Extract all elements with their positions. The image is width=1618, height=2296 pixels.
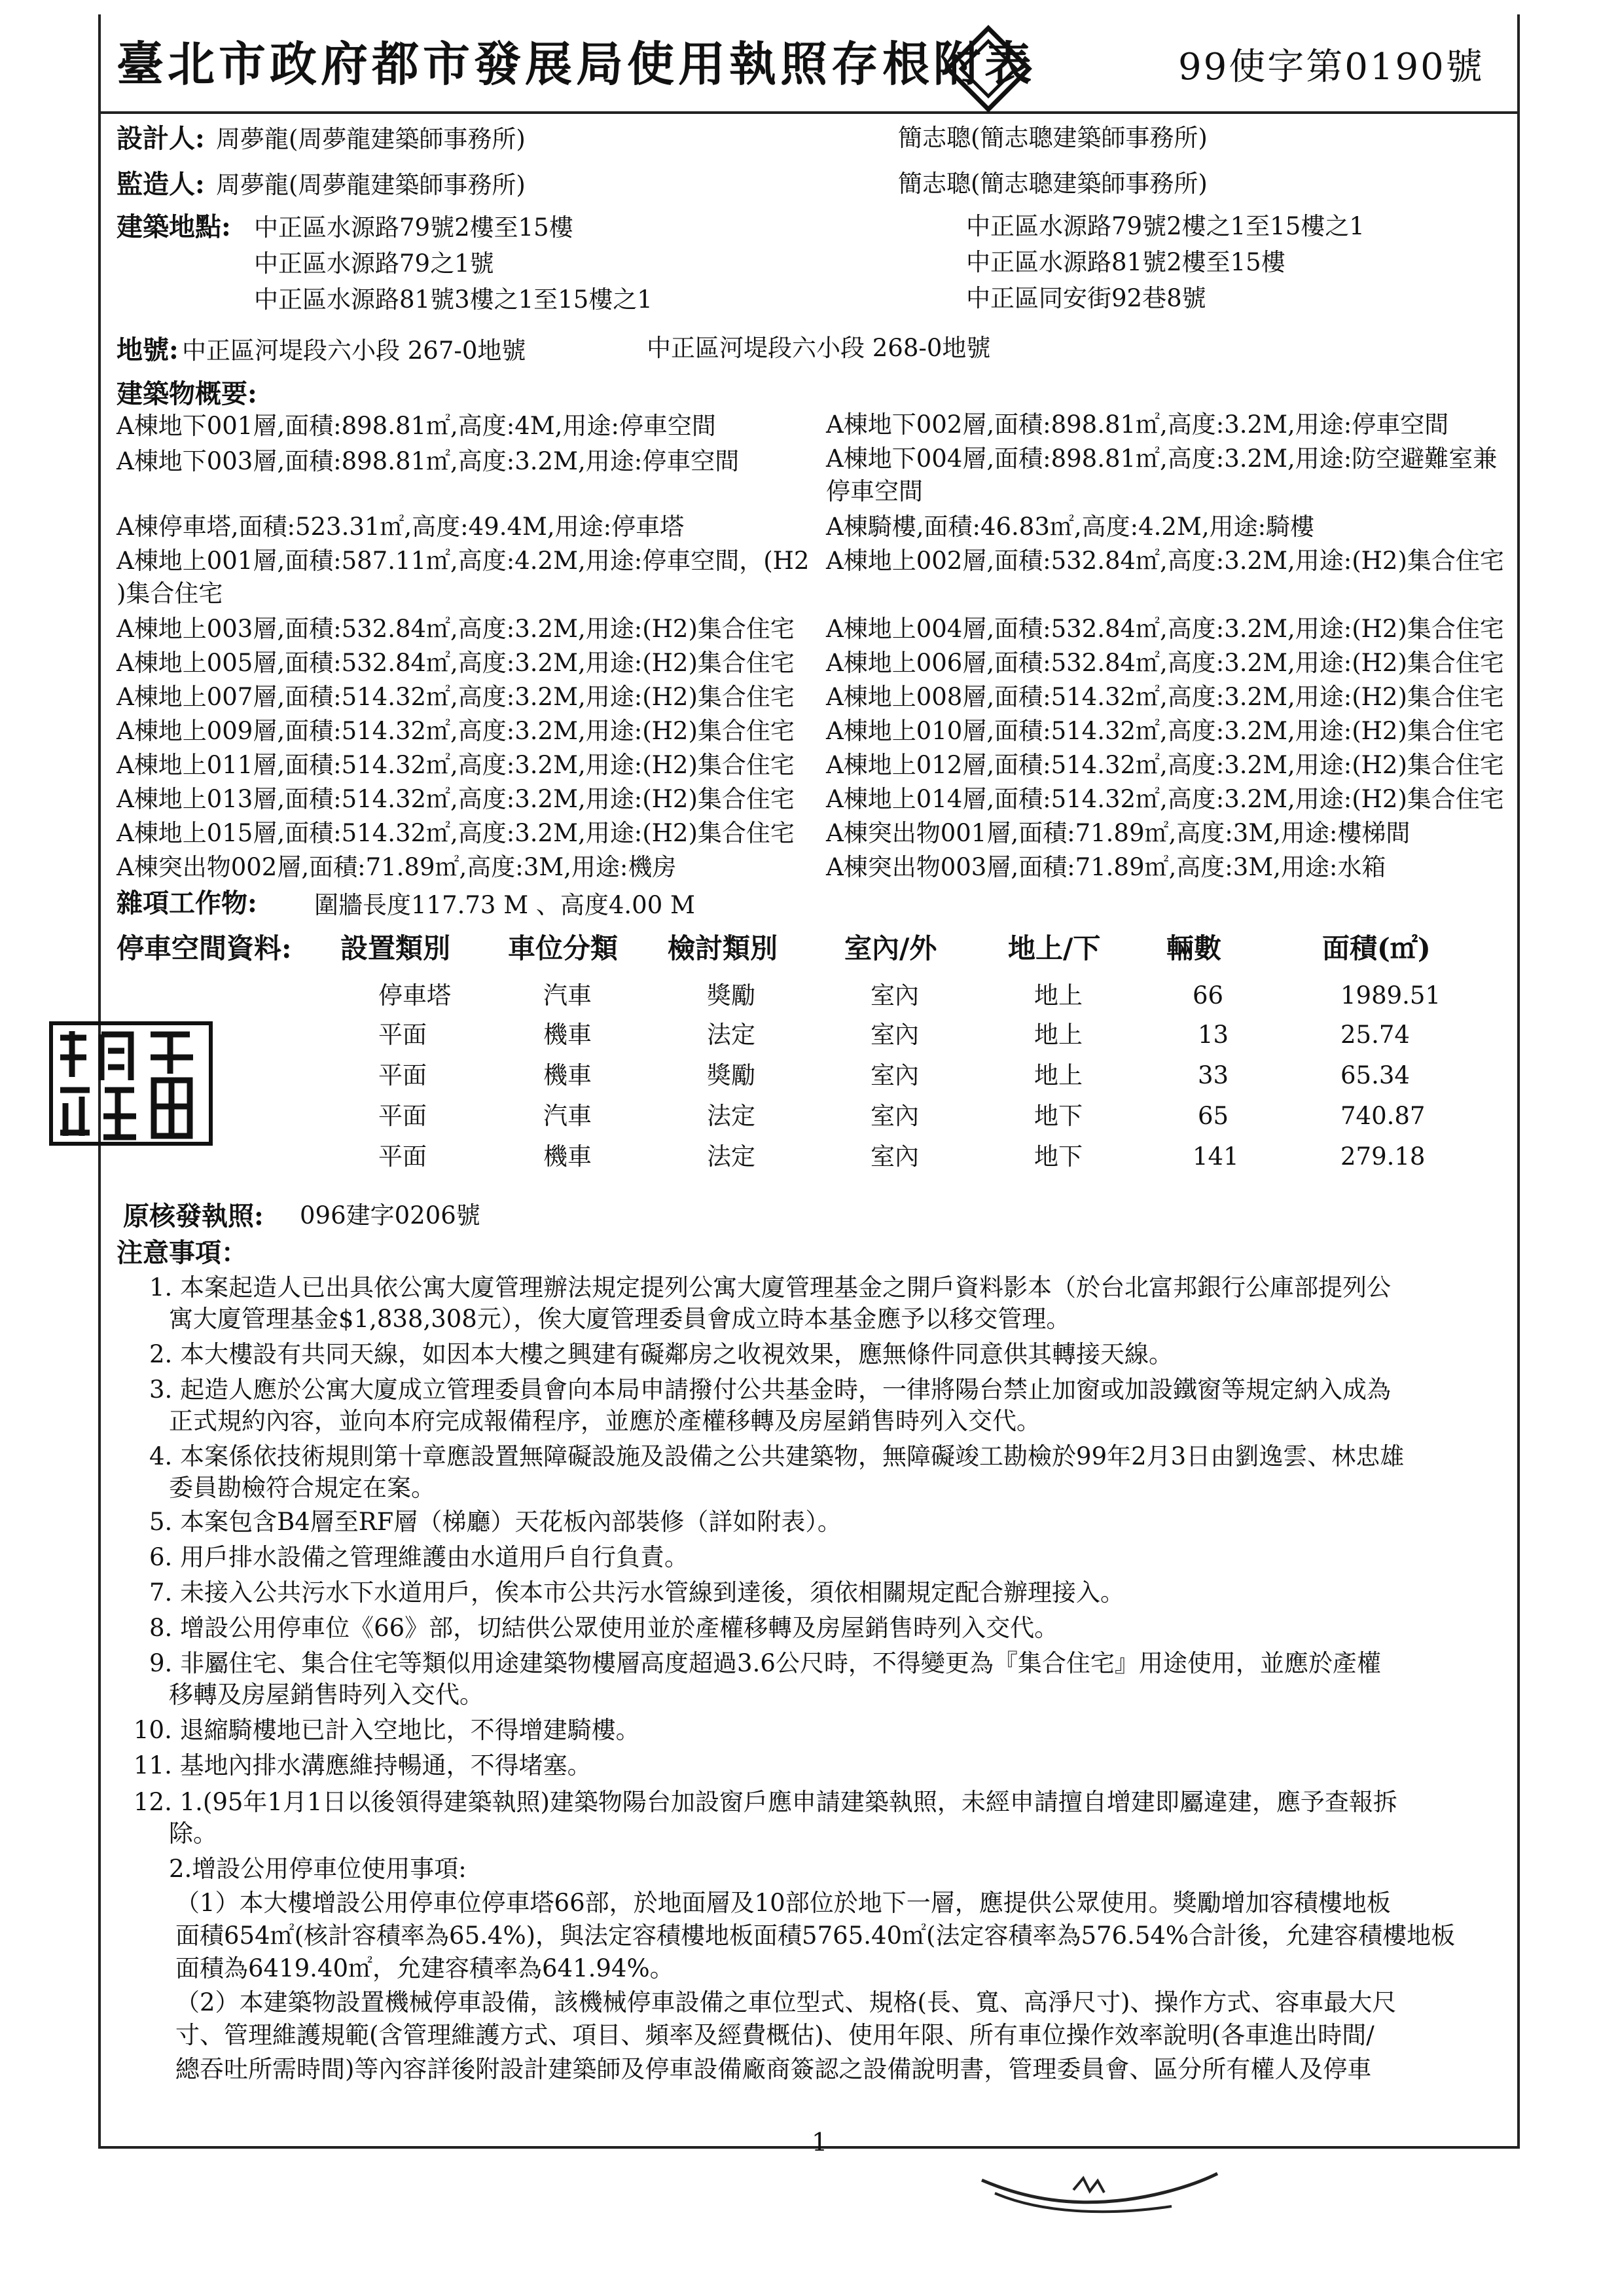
note-line: 面積654㎡(核計容積率為65.4%)，與法定容積樓地板面積5765.40㎡(法定容積率為576.54%合計後，允建容積樓地板 [175,1922,1456,1950]
parking-cell: 33 [1198,1061,1229,1089]
note-line: 5. 本案包含B4層至RF層（梯廳）天花板內部裝修（詳如附表）。 [149,1508,842,1536]
overview-left-1: A棟地下003層,面積:898.81㎡,高度:3.2M,用途:停車空間 [117,447,740,475]
overview-right-12: A棟突出物003層,面積:71.89㎡,高度:3M,用途:水箱 [826,853,1386,881]
misc-value: 圍牆長度117.73 M 、高度4.00 M [314,891,695,919]
handwritten-mark-icon [975,2154,1224,2226]
supervisor-label: 監造人: [117,169,205,200]
site-right-0: 中正區水源路79號2樓之1至15樓之1 [966,212,1365,240]
parking-cell: 汽車 [543,981,592,1010]
parking-cell: 地下 [1034,1142,1083,1171]
parking-cell: 141 [1193,1142,1239,1171]
parking-cell: 地下 [1034,1102,1083,1130]
overview-left-8: A棟地上009層,面積:514.32㎡,高度:3.2M,用途:(H2)集合住宅 [117,717,795,745]
overview-right-9: A棟地上012層,面積:514.32㎡,高度:3.2M,用途:(H2)集合住宅 [826,751,1504,779]
parking-header-5: 輛數 [1166,932,1222,964]
overview-left-7: A棟地上007層,面積:514.32㎡,高度:3.2M,用途:(H2)集合住宅 [117,683,795,711]
parking-cell: 室內 [871,981,919,1010]
notes-label: 注意事項： [117,1237,247,1268]
page-number: 1 [812,2128,828,2157]
parking-cell: 室內 [871,1061,919,1089]
misc-label: 雜項工作物: [117,888,257,919]
site-left-0: 中正區水源路79號2樓至15樓 [254,213,573,242]
overview-right-7: A棟地上008層,面積:514.32㎡,高度:3.2M,用途:(H2)集合住宅 [826,683,1504,711]
parking-cell: 室內 [871,1102,919,1130]
designer-value-1: 周夢龍(周夢龍建築師事務所) [216,125,526,153]
note-line: 7. 未接入公共污水下水道用戶，俟本市公共污水管線到達後，須依相關規定配合辦理接入。 [149,1578,1125,1607]
site-label: 建築地點: [117,211,231,242]
parking-cell: 機車 [543,1061,592,1089]
note-line: 10. 退縮騎樓地已計入空地比，不得增建騎樓。 [134,1716,640,1744]
lot-value-1: 中正區河堤段六小段 267-0地號 [182,337,526,365]
note-line: 2. 本大樓設有共同天線，如因本大樓之興建有礙鄰房之收視效果，應無條件同意供其轉接天線。 [149,1340,1174,1368]
parking-cell: 279.18 [1340,1142,1426,1171]
overview-left-10: A棟地上013層,面積:514.32㎡,高度:3.2M,用途:(H2)集合住宅 [117,785,795,813]
note-line: 寓大廈管理基金$1,838,308元），俟大廈管理委員會成立時本基金應予以移交管理。 [169,1305,1071,1333]
parking-header-3: 室內/外 [844,932,937,964]
parking-cell: 平面 [378,1102,427,1130]
overview-right-4: A棟地上002層,面積:532.84㎡,高度:3.2M,用途:(H2)集合住宅 [826,547,1504,575]
note-line: 9. 非屬住宅、集合住宅等類似用途建築物樓層高度超過3.6公尺時，不得變更為『集合住宅』用途使用，並應於產權 [149,1649,1381,1677]
permit-number: 99使字第0190號 [1178,46,1484,88]
parking-cell: 25.74 [1340,1021,1410,1049]
parking-cell: 平面 [378,1142,427,1171]
overview-right-1: A棟地下004層,面積:898.81㎡,高度:3.2M,用途:防空避難室兼 [826,445,1498,473]
overview-left-9: A棟地上011層,面積:514.32㎡,高度:3.2M,用途:(H2)集合住宅 [117,751,795,779]
parking-cell: 室內 [871,1142,919,1171]
parking-cell: 地上 [1034,1061,1083,1089]
note-line: 12. 1.(95年1月1日以後領得建築執照)建築物陽台加設窗戶應申請建築執照，未經申請擅自增建即屬違建，應予查報拆 [134,1788,1397,1816]
site-left-2: 中正區水源路81號3樓之1至15樓之1 [254,285,653,314]
designer-value-2: 簡志聰(簡志聰建築師事務所) [898,124,1208,152]
overview-right-3: A棟騎樓,面積:46.83㎡,高度:4.2M,用途:騎樓 [826,513,1315,541]
site-right-2: 中正區同安街92巷8號 [966,284,1206,312]
site-left-1: 中正區水源路79之1號 [254,249,494,278]
overview-right-2: 停車空間 [826,477,923,505]
note-line: 1. 本案起造人已出具依公寓大廈管理辦法規定提列公寓大廈管理基金之開戶資料影本（於台北富邦銀行公庫部提列公 [149,1273,1392,1302]
parking-cell: 65.34 [1340,1061,1410,1089]
note-line: 11. 基地內排水溝應維持暢通，不得堵塞。 [134,1751,592,1779]
diamond-stamp-icon [943,23,1034,115]
overview-label: 建築物概要: [117,378,257,409]
parking-cell: 1989.51 [1340,981,1441,1010]
overview-right-0: A棟地下002層,面積:898.81㎡,高度:3.2M,用途:停車空間 [826,410,1449,439]
parking-header-1: 車位分類 [508,932,619,964]
note-line: 總吞吐所需時間)等內容詳後附設計建築師及停車設備廠商簽認之設備說明書，管理委員會、區分所有權人及停車 [175,2055,1372,2083]
overview-left-12: A棟突出物002層,面積:71.89㎡,高度:3M,用途:機房 [117,853,677,881]
header-divider [98,111,1520,114]
parking-cell: 機車 [543,1021,592,1049]
parking-cell: 平面 [378,1061,427,1089]
note-line: 2.增設公用停車位使用事項: [169,1855,467,1883]
note-line: （1）本大樓增設公用停車位停車塔66部，於地面層及10部位於地下一層，應提供公眾使用。獎勵增加容積樓地板 [175,1889,1391,1917]
parking-cell: 停車塔 [378,981,451,1010]
site-right-1: 中正區水源路81號2樓至15樓 [966,248,1285,276]
parking-cell: 地上 [1034,1021,1083,1049]
overview-left-3: A棟地上001層,面積:587.11㎡,高度:4.2M,用途:停車空間，(H2 [117,547,810,575]
overview-left-5: A棟地上003層,面積:532.84㎡,高度:3.2M,用途:(H2)集合住宅 [117,615,795,643]
overview-left-0: A棟地下001層,面積:898.81㎡,高度:4M,用途:停車空間 [117,412,716,440]
original-permit-label: 原核發執照: [123,1201,264,1231]
note-line: 3. 起造人應於公寓大廈成立管理委員會向本局申請撥付公共基金時，一律將陽台禁止加窗或加設鐵窗等規定納入成為 [149,1376,1392,1404]
overview-left-4: )集合住宅 [117,579,223,608]
overview-right-8: A棟地上010層,面積:514.32㎡,高度:3.2M,用途:(H2)集合住宅 [826,717,1504,745]
parking-header-0: 設置類別 [340,932,451,964]
overview-left-6: A棟地上005層,面積:532.84㎡,高度:3.2M,用途:(H2)集合住宅 [117,649,795,677]
overview-right-5: A棟地上004層,面積:532.84㎡,高度:3.2M,用途:(H2)集合住宅 [826,615,1504,643]
overview-left-2: A棟停車塔,面積:523.31㎡,高度:49.4M,用途:停車塔 [117,513,685,541]
parking-cell: 740.87 [1340,1102,1426,1130]
note-line: 8. 增設公用停車位《66》部，切結供公眾使用並於產權移轉及房屋銷售時列入交代。 [149,1614,1059,1642]
parking-cell: 汽車 [543,1102,592,1130]
designer-label: 設計人: [117,123,205,154]
parking-header-2: 檢討類別 [668,932,778,964]
lot-label: 地號: [117,335,179,365]
overview-left-11: A棟地上015層,面積:514.32㎡,高度:3.2M,用途:(H2)集合住宅 [117,819,795,847]
note-line: 委員勘檢符合規定在案。 [169,1474,435,1502]
parking-cell: 法定 [707,1021,755,1049]
parking-cell: 13 [1198,1021,1229,1049]
note-line: 移轉及房屋銷售時列入交代。 [169,1681,484,1709]
parking-cell: 獎勵 [707,981,755,1010]
note-line: 正式規約內容，並向本府完成報備程序，並應於產權移轉及房屋銷售時列入交代。 [169,1407,1041,1435]
note-line: 寸、管理維護規範(含管理維護方式、項目、頻率及經費概估)、使用年限、所有車位操作效率說明(各車進出時間/ [175,2021,1375,2049]
parking-cell: 66 [1193,981,1224,1010]
supervisor-value-1: 周夢龍(周夢龍建築師事務所) [216,171,526,199]
note-line: （2）本建築物設置機械停車設備，該機械停車設備之車位型式、規格(長、寬、高淨尺寸)、操作方式、容車最大尺 [175,1988,1397,2016]
parking-header-6: 面積(㎡) [1322,932,1431,964]
overview-right-10: A棟地上014層,面積:514.32㎡,高度:3.2M,用途:(H2)集合住宅 [826,785,1504,813]
parking-cell: 平面 [378,1021,427,1049]
seal-stamp-icon [46,1018,216,1149]
parking-cell: 法定 [707,1142,755,1171]
overview-right-6: A棟地上006層,面積:532.84㎡,高度:3.2M,用途:(H2)集合住宅 [826,649,1504,677]
lot-value-2: 中正區河堤段六小段 268-0地號 [647,334,991,362]
note-line: 除。 [169,1819,217,1848]
overview-right-11: A棟突出物001層,面積:71.89㎡,高度:3M,用途:樓梯間 [826,819,1411,847]
original-permit-value: 096建字0206號 [300,1201,480,1230]
parking-cell: 法定 [707,1102,755,1130]
parking-header-4: 地上/下 [1008,932,1101,964]
parking-cell: 地上 [1034,981,1083,1010]
note-line: 6. 用戶排水設備之管理維護由水道用戶自行負責。 [149,1543,689,1571]
note-line: 面積為6419.40㎡，允建容積率為641.94%。 [175,1954,674,1982]
parking-label: 停車空間資料: [117,932,292,964]
parking-cell: 獎勵 [707,1061,755,1089]
parking-cell: 65 [1198,1102,1229,1130]
supervisor-value-2: 簡志聰(簡志聰建築師事務所) [898,170,1208,198]
document-title: 臺北市政府都市發展局使用執照存根附表 [117,36,1036,92]
note-line: 4. 本案係依技術規則第十章應設置無障礙設施及設備之公共建築物，無障礙竣工勘檢於99年2月3日由劉逸雲、林忠雄 [149,1442,1405,1470]
parking-cell: 機車 [543,1142,592,1171]
parking-cell: 室內 [871,1021,919,1049]
